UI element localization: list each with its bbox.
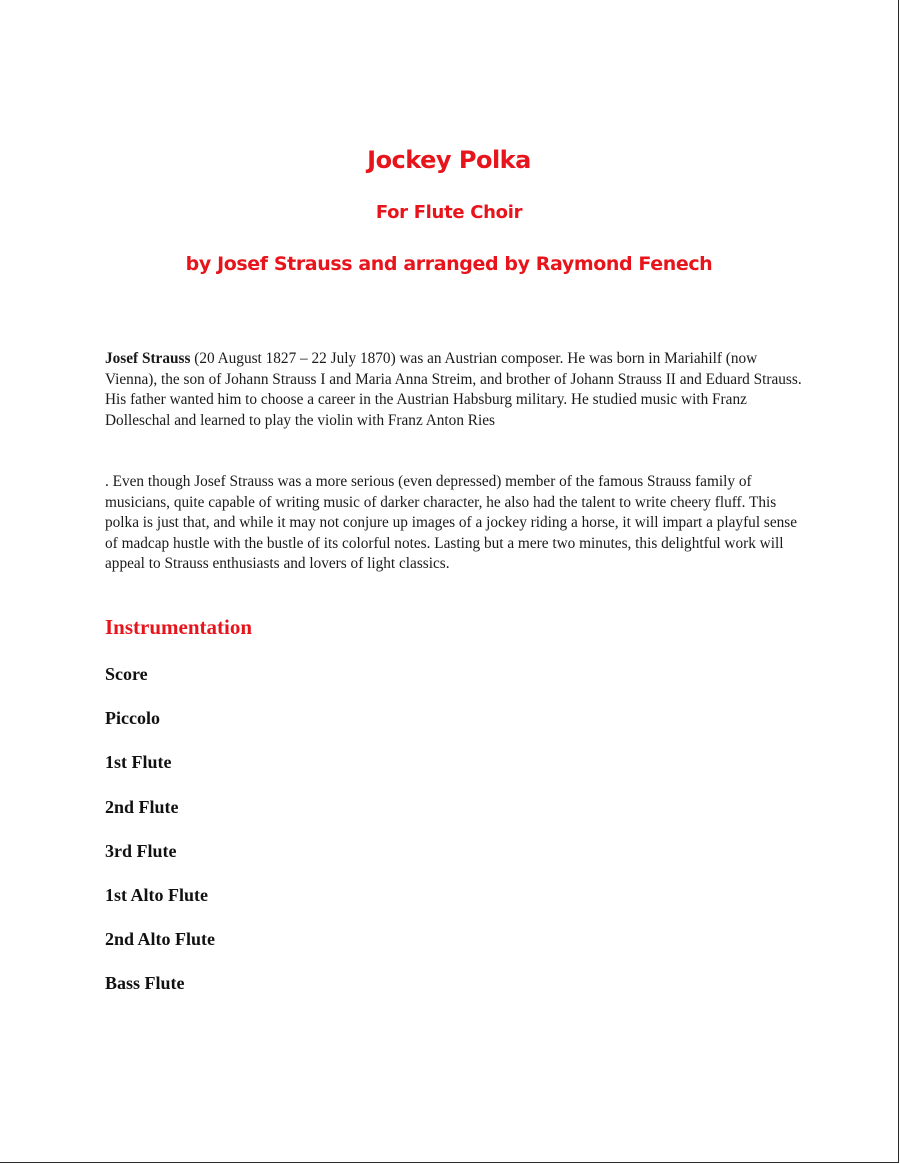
intro-paragraph-1 — [105, 349, 805, 431]
composer-name: Josef Strauss — [105, 350, 191, 367]
page-title: Jockey Polka — [367, 146, 531, 174]
page-subtitle: For Flute Choir — [375, 202, 523, 223]
instrumentation-heading: Instrumentation — [105, 615, 253, 639]
intro-paragraph-1-text: (20 August 1827 – 22 July 1870) was an Austrian composer. He was born in Mariahilf (now Vienna), the son of Johann Strauss I and Maria Anna Streim, and brother of Johann Strauss II and Eduard Strauss. His father wanted him to choose a career in the Austrian Habsburg military. He studied music with Franz Dolleschal and learned to play the violin with Franz Anton Ries — [105, 350, 802, 429]
instrument-item: Piccolo — [105, 708, 160, 729]
instrument-item: Bass Flute — [105, 973, 185, 994]
instrument-item: 2nd Flute — [105, 796, 179, 817]
instrument-item: 2nd Alto Flute — [105, 929, 216, 950]
instrument-item: Score — [105, 664, 148, 684]
intro-paragraph-2: . Even though Josef Strauss was a more serious (even depressed) member of the famous Strauss family of musicians, quite capable of writing music of darker character, he also had the talent to write cheery fluff. This polka is just that, and while it may not conjure up images of a jockey riding a horse, it will impart a playful sense of madcap hustle with the bustle of its colorful notes. Lasting but a mere two minutes, this delightful work will appeal to Strauss enthusiasts and lovers of light classics. — [105, 473, 798, 572]
instrument-list — [105, 660, 215, 1014]
instrument-item: 1st Alto Flute — [105, 884, 208, 905]
instrument-item: 3rd Flute — [105, 840, 177, 861]
byline: by Josef Strauss and arranged by Raymond Fenech — [185, 253, 713, 275]
instrument-item: 1st Flute — [105, 752, 172, 773]
